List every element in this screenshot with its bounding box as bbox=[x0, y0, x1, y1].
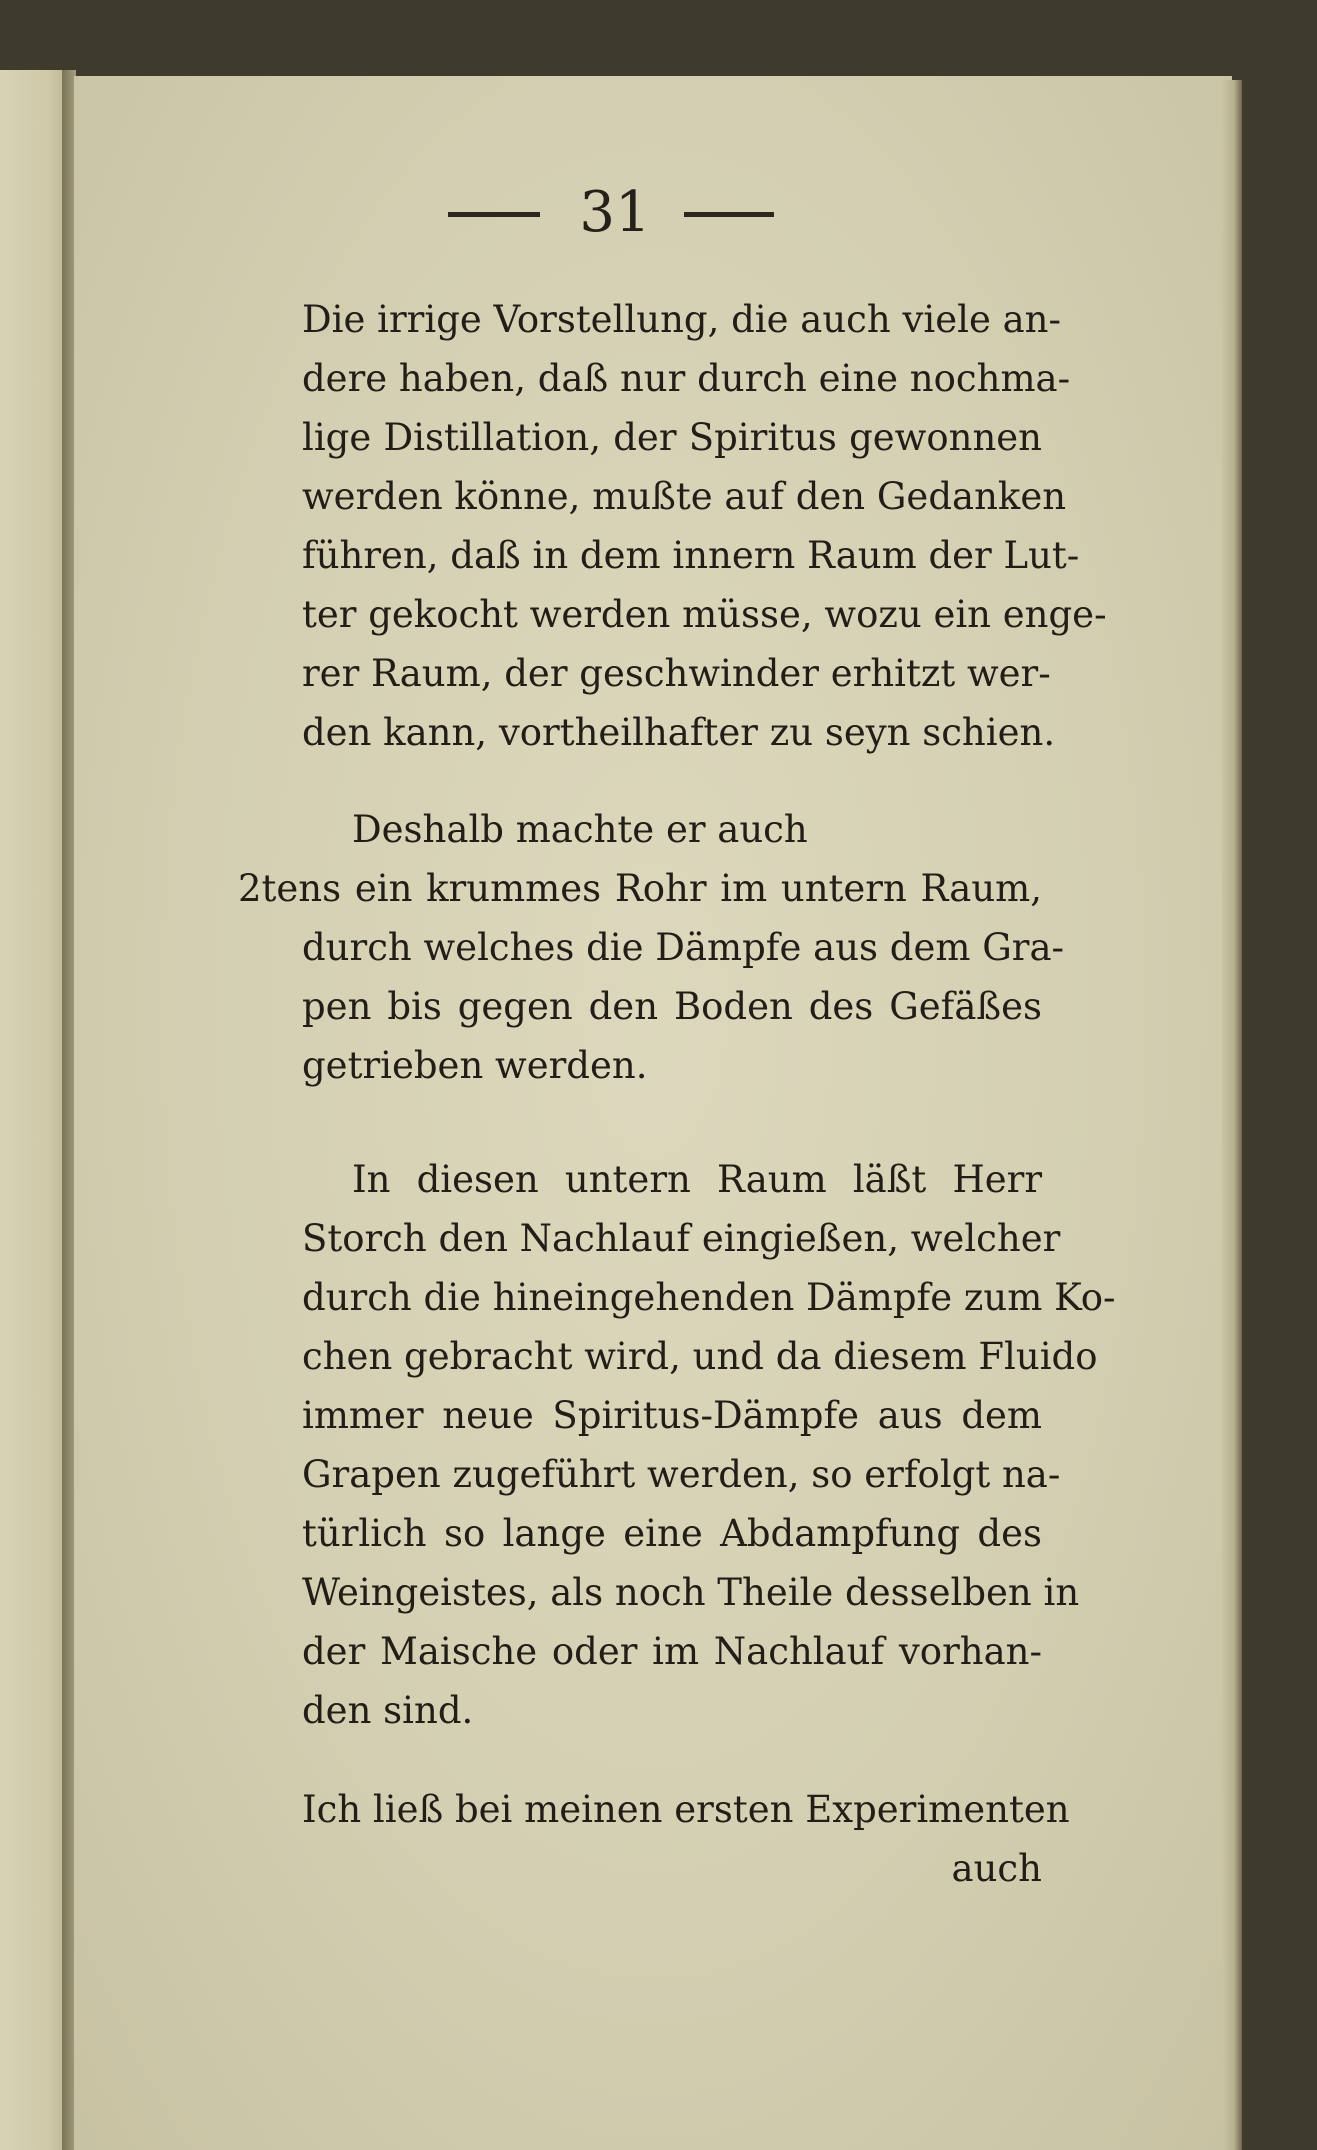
text-line: Storch den Nachlauf eingießen, welcher bbox=[302, 1217, 1061, 1260]
text-line: dere haben, daß nur durch eine nochma- bbox=[302, 357, 1071, 400]
text-line: rer Raum, der geschwinder erhitzt wer- bbox=[302, 652, 1051, 695]
paragraph-2 bbox=[238, 800, 1065, 1095]
paragraph-4 bbox=[302, 1780, 1070, 1898]
page-number: 31 bbox=[579, 180, 651, 245]
text-line: 2tens ein krummes Rohr im untern Raum, bbox=[238, 867, 1042, 910]
facing-page-edge bbox=[0, 70, 70, 2150]
text-line: Deshalb machte er auch bbox=[352, 808, 808, 851]
text-line: den kann, vortheilhafter zu seyn schien. bbox=[302, 711, 1056, 754]
text-line: In diesen untern Raum läßt Herr bbox=[352, 1158, 1042, 1201]
text-line: Grapen zugeführt werden, so erfolgt na- bbox=[302, 1453, 1061, 1496]
text-line: der Maische oder im Nachlauf vorhan- bbox=[302, 1630, 1042, 1673]
text-line: getrieben werden. bbox=[302, 1044, 648, 1087]
text-line: ter gekocht werden müsse, wozu ein enge- bbox=[302, 593, 1107, 636]
text-line: chen gebracht wird, und da diesem Fluido bbox=[302, 1335, 1098, 1378]
text-line: durch welches die Dämpfe aus dem Gra- bbox=[302, 926, 1065, 969]
paragraph-3 bbox=[302, 1150, 1116, 1740]
catchword: auch bbox=[951, 1847, 1042, 1890]
page-edge-shadow bbox=[1222, 80, 1242, 2150]
page-header bbox=[0, 180, 1317, 260]
header-rule-left bbox=[448, 212, 540, 217]
text-line: Weingeistes, als noch Theile desselben in bbox=[302, 1571, 1080, 1614]
text-line: lige Distillation, der Spiritus gewonnen bbox=[302, 416, 1042, 459]
text-line: den sind. bbox=[302, 1689, 474, 1732]
text-line: Ich ließ bei meinen ersten Experimenten bbox=[302, 1788, 1070, 1831]
text-line: pen bis gegen den Boden des Gefäßes bbox=[302, 985, 1042, 1028]
text-line: Die irrige Vorstellung, die auch viele an- bbox=[302, 298, 1062, 341]
paragraph-1 bbox=[302, 290, 1107, 762]
text-line: türlich so lange eine Abdampfung des bbox=[302, 1512, 1042, 1555]
text-line: durch die hineingehenden Dämpfe zum Ko- bbox=[302, 1276, 1116, 1319]
text-line: immer neue Spiritus-Dämpfe aus dem bbox=[302, 1394, 1042, 1437]
text-line: werden könne, mußte auf den Gedanken bbox=[302, 475, 1067, 518]
header-rule-right bbox=[684, 212, 774, 217]
text-line: führen, daß in dem innern Raum der Lut- bbox=[302, 534, 1080, 577]
